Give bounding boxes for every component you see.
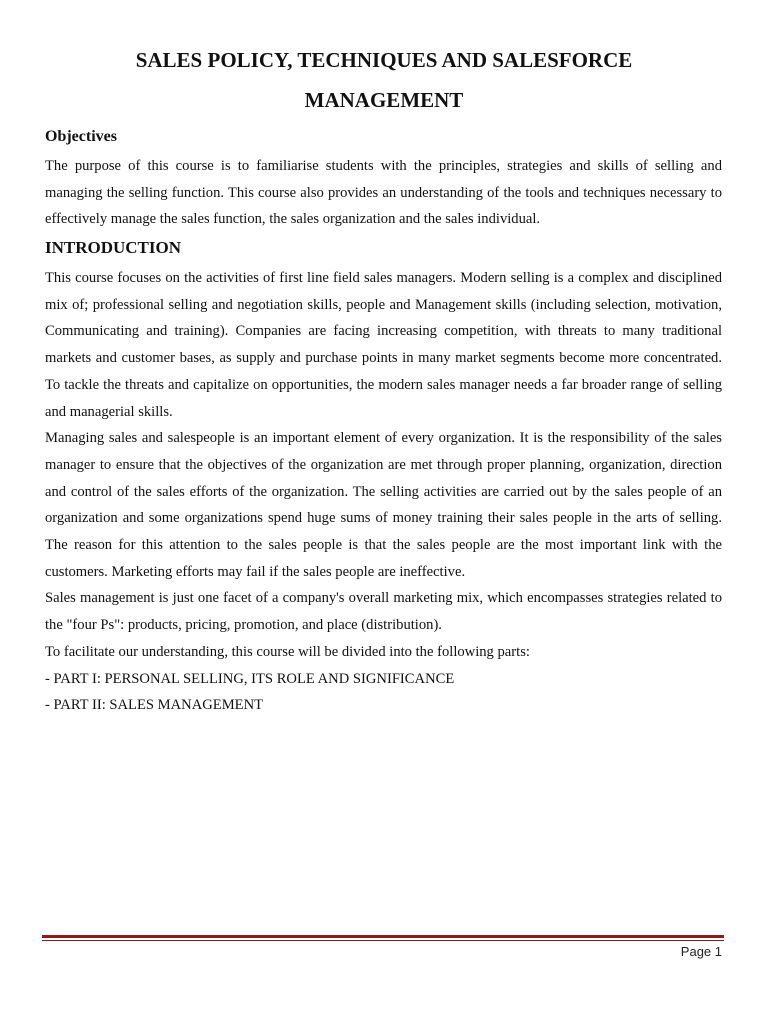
footer-rule-thin (42, 940, 724, 941)
intro-paragraph-3: Sales management is just one facet of a company's overall marketing mix, which encompasses strategies related to the "four Ps": products, pricing, promotion, and place (distribution). (45, 590, 722, 634)
intro-paragraph-1: This course focuses on the activities of first line field sales managers. Modern selling is a complex and disciplined mix of; professional selling and negotiation skills, people and Management skills (including selection, motivation, Communicating and training). Companies are facing increasing competition, with threats to many traditional markets and customer bases, as supply and purchase points in many market segments become more concentrated. To tackle the threats and capitalize on opportunities, the modern sales manager needs a far broader range of selling and managerial skills. (45, 270, 722, 420)
objectives-heading: Objectives (45, 128, 117, 145)
part-two-item: - PART II: SALES MANAGEMENT (45, 697, 264, 714)
page-number: Page 1 (680, 944, 722, 959)
intro-paragraph-2: Managing sales and salespeople is an important element of every organization. It is the responsibility of the sales manager to ensure that the objectives of the organization are met through proper planning, organization, direction and control of the sales efforts of the organization. The selling activities are carried out by the sales people of an organization and some organizations spend huge sums of money training their sales people in the arts of selling. The reason for this attention to the sales people is that the sales people are the most important link with the customers. Marketing efforts may fail if the sales people are ineffective. (45, 430, 722, 580)
page-title-line-2: MANAGEMENT (304, 88, 464, 112)
introduction-section (45, 265, 722, 719)
footer-rule-thick (42, 935, 724, 938)
intro-paragraph-4: To facilitate our understanding, this course will be divided into the following parts: (45, 643, 530, 660)
part-one-item: - PART I: PERSONAL SELLING, ITS ROLE AND SIGNIFICANCE (45, 670, 455, 687)
objectives-section (45, 153, 722, 233)
page-title-line-1: SALES POLICY, TECHNIQUES AND SALESFORCE (135, 48, 633, 72)
objectives-paragraph: The purpose of this course is to familiarise students with the principles, strategies and skills of selling and managing the selling function. This course also provides an understanding of the tools and techniques necessary to effectively manage the sales function, the sales organization and the sales individual. (45, 158, 722, 228)
introduction-heading: INTRODUCTION (45, 238, 182, 257)
